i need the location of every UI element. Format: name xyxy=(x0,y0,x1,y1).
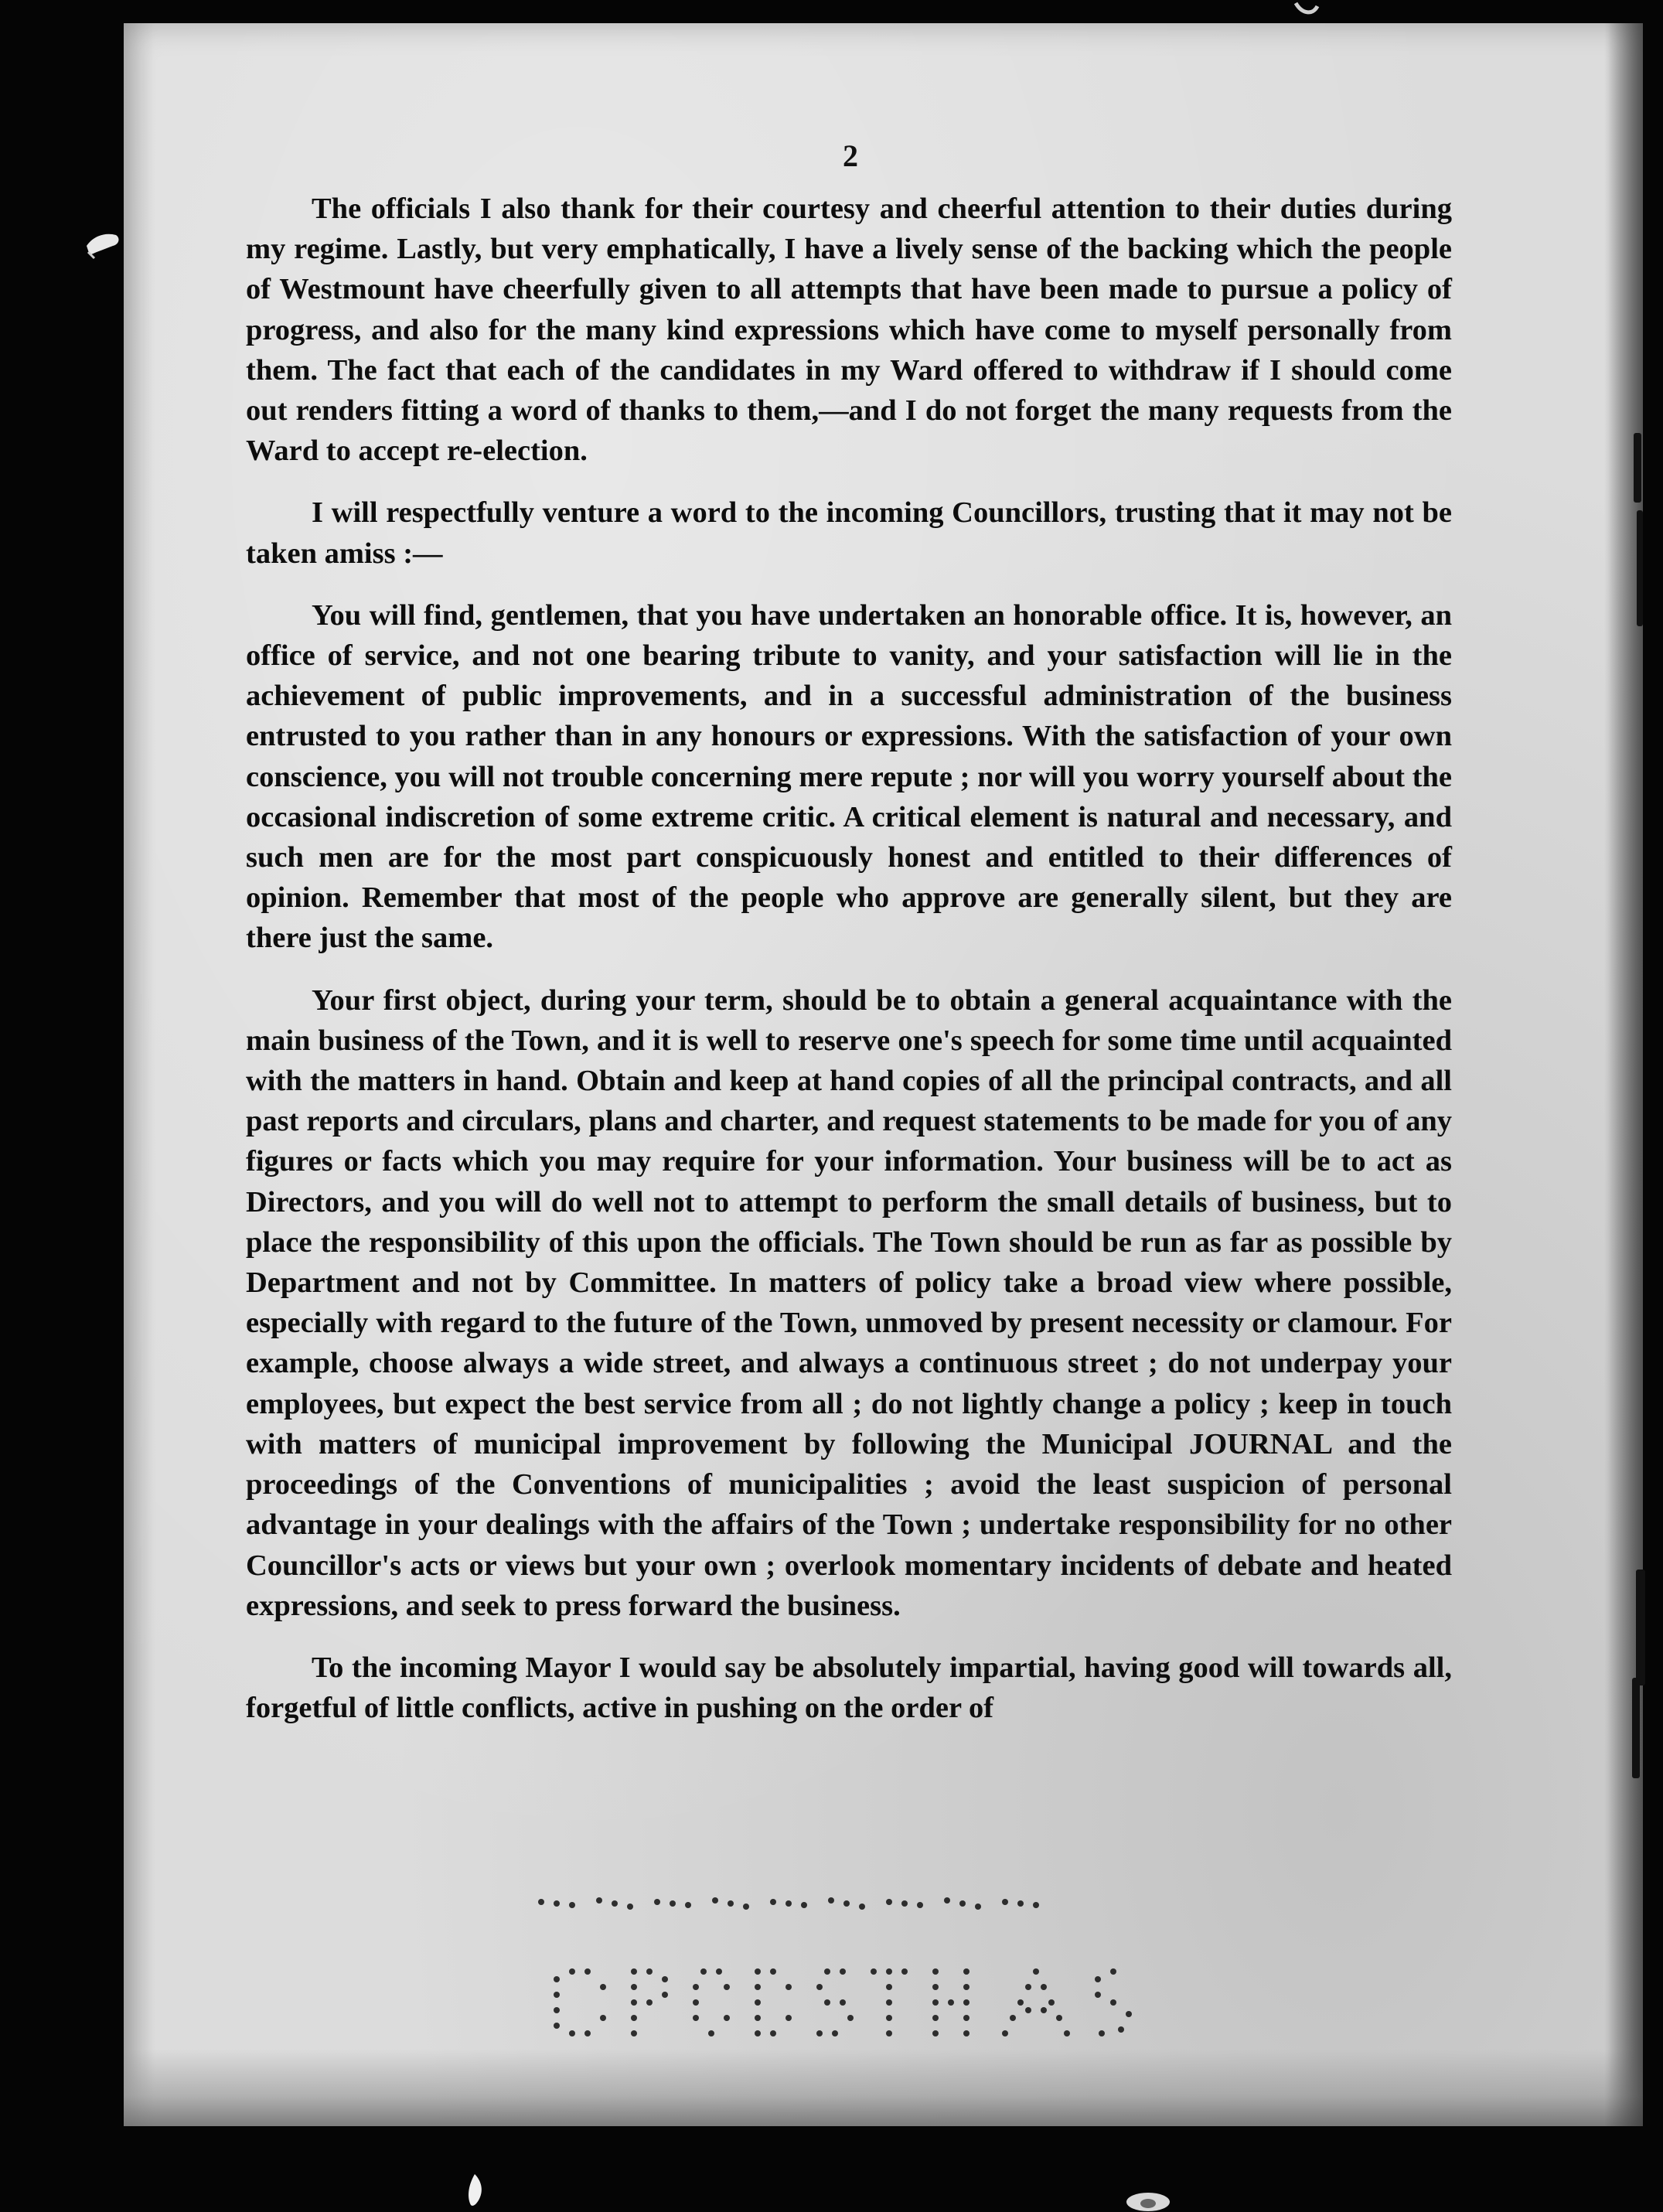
page-number: 2 xyxy=(843,138,858,173)
edge-mark xyxy=(1636,1570,1645,1685)
paragraph-address-councillors: I will respectfully venture a word to the incoming Councillors, trusting that it may not be taken amiss :— xyxy=(246,496,1452,570)
scan-artifact xyxy=(1291,0,1322,23)
perforation-stamp xyxy=(526,1887,1160,2049)
scan-artifact xyxy=(1121,2180,1175,2211)
paragraph-thanks: The officials I also thank for their courtesy and cheerful attention to their duties during my regime. Lastly, but very emphatically, I have a lively sense of the backing which the people of Westmount have cheerfully given to all attempts that have been made to pursue a policy of progress, and also for the many kind expressions which have come to myself personally from them. The fact that each of the candidates in my Ward offered to withdraw if I should come out renders fitting a word of thanks to them,—and I do not forget the many requests from the Ward to accept re-election. xyxy=(246,193,1452,468)
scan-artifact xyxy=(85,229,124,260)
perforation-row-lower xyxy=(554,1968,1132,2036)
paragraph-honorable-office: You will find, gentlemen, that you have undertaken an honorable office. It is, however, an office of service, and not one bearing tribute to vanity, and your satisfaction will lie in the achievement of public improvements, and in a successful administration of the business entrusted to you rather than in any honours or expressions. With the satisfaction of your own conscience, you will not trouble concerning mere repute ; nor will you worry yourself about the occasional indiscretion of some extreme critic. A critical element is natural and necessary, and such men are for the most part conspicuously honest and entitled to their differences of opinion. Remember that most of the people who approve are generally silent, but they are there just the same. xyxy=(246,598,1452,955)
paragraph-first-object: Your first object, during your term, should be to obtain a general acquaintance with the main business of the Town, and it is well to reserve one's speech for some time until acquainted with the matters in hand. Obtain and keep at hand copies of all the principal contracts, and all past reports and circulars, plans and charter, and request statements to be made for you of any figures or facts which you may require for your information. Your business will be to act as Directors, and you will do well not to attempt to perform the small details of business, but to place the responsibility of this upon the officials. The Town should be run as far as possible by Department and not by Committee. In matters of policy take a broad view where possible, especially with regard to the future of the Town, unmoved by present necessity or clamour. For example, choose always a wide street, and always a continuous street ; do not underpay your employees, but expect the best service from all ; do not lightly change a policy ; keep in touch with matters of municipal improvement by following the Municipal JOURNAL and the proceedings of the Conventions of municipalities ; avoid the least suspicion of personal advantage in your dealings with the affairs of the Town ; undertake responsibility for no other Councillor's acts or views but your own ; overlook momentary incidents of debate and heated expressions, and seek to press forward the business. xyxy=(246,983,1452,1622)
page-bottom-edge xyxy=(124,2049,1643,2126)
paragraph-incoming-mayor: To the incoming Mayor I would say be absolutely impartial, having good will towards all, forgetful of little conflicts, active in pushing on the order of xyxy=(246,1651,1452,1725)
page-right-edge-shadow xyxy=(1604,23,1643,2126)
edge-mark xyxy=(1632,1678,1640,1778)
edge-mark xyxy=(1637,510,1643,626)
edge-mark xyxy=(1634,433,1641,503)
body-text xyxy=(246,189,1452,1728)
scan-artifact xyxy=(464,2173,487,2211)
perforation-row-upper xyxy=(538,1897,1039,1910)
